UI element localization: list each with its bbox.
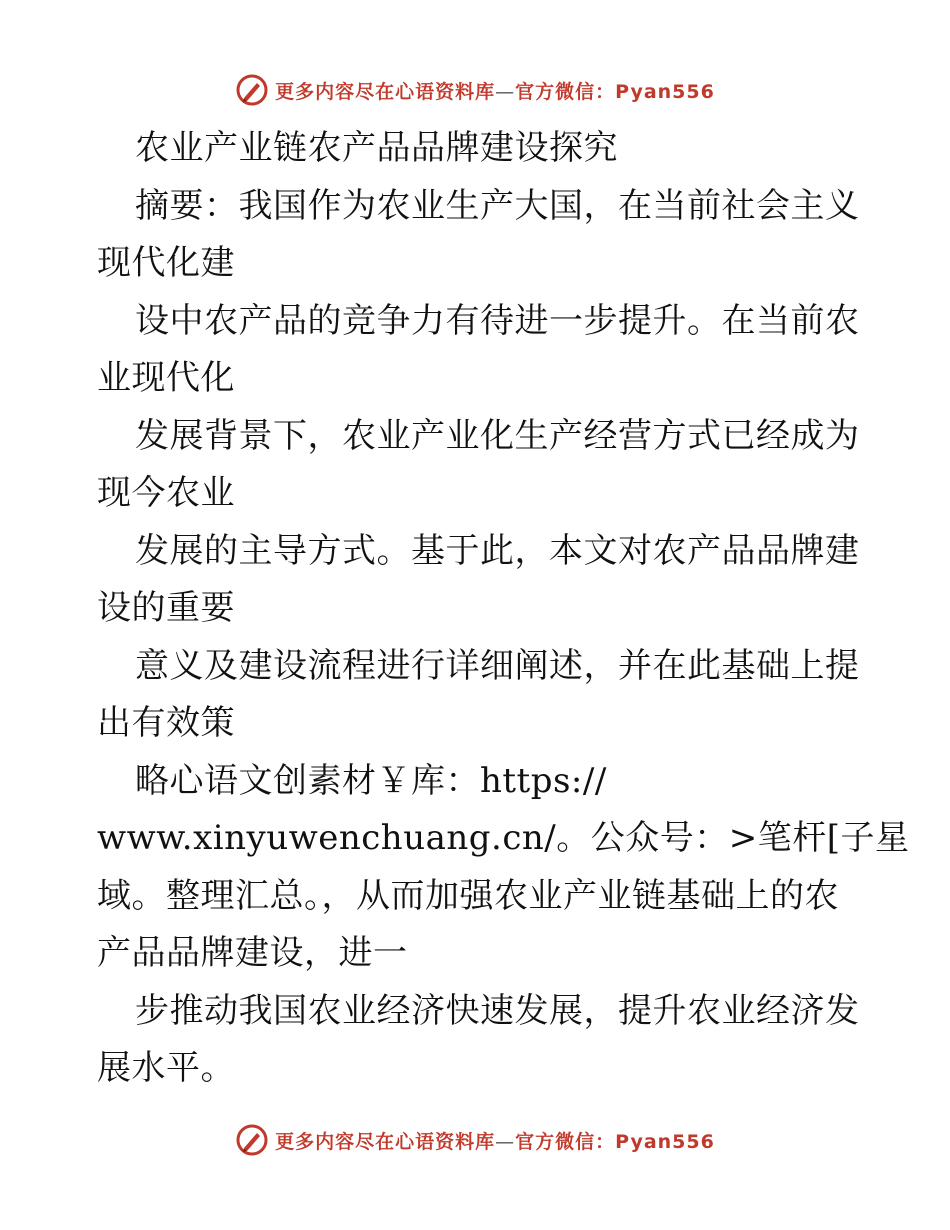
text-line: 步推动我国农业经济快速发展，提升农业经济发 [135,990,860,1031]
banner-text: 更多内容尽在心语资料库—官方微信：Pyan556 [275,80,715,103]
pen-logo-icon [235,1123,269,1157]
text-line: 出有效策 [97,703,235,743]
text-line: 现今农业 [97,473,235,513]
banner-text: 更多内容尽在心语资料库—官方微信：Pyan556 [275,1130,715,1153]
text-line: 业现代化 [97,358,235,398]
text-line: www.xinyuwenchuang.cn/。公众号：>笔杆[子星 [97,818,910,858]
document-body [97,120,910,1098]
text-line: 现代化建 [97,243,235,283]
text-line: 摘要：我国作为农业生产大国，在当前社会主义 [135,185,860,226]
text-line: 发展的主导方式。基于此，本文对农产品品牌建 [135,530,860,571]
header-banner [0,70,950,110]
pen-logo-icon [235,73,269,107]
document-title: 农业产业链农产品品牌建设探究 [135,128,618,168]
text-line: 域。整理汇总。，从而加强农业产业链基础上的农 [97,875,839,916]
text-line: 发展背景下，农业产业化生产经营方式已经成为 [135,415,860,456]
text-line: 设的重要 [97,588,235,628]
footer-banner [0,1120,950,1160]
text-line: 意义及建设流程进行详细阐述，并在此基础上提 [135,645,860,686]
text-line: 设中农产品的竞争力有待进一步提升。在当前农 [135,300,860,341]
text-line: 产品品牌建设，进一 [97,933,408,973]
text-line: 展水平。 [97,1048,235,1088]
text-line: 略心语文创素材￥库：https:// [135,760,607,801]
